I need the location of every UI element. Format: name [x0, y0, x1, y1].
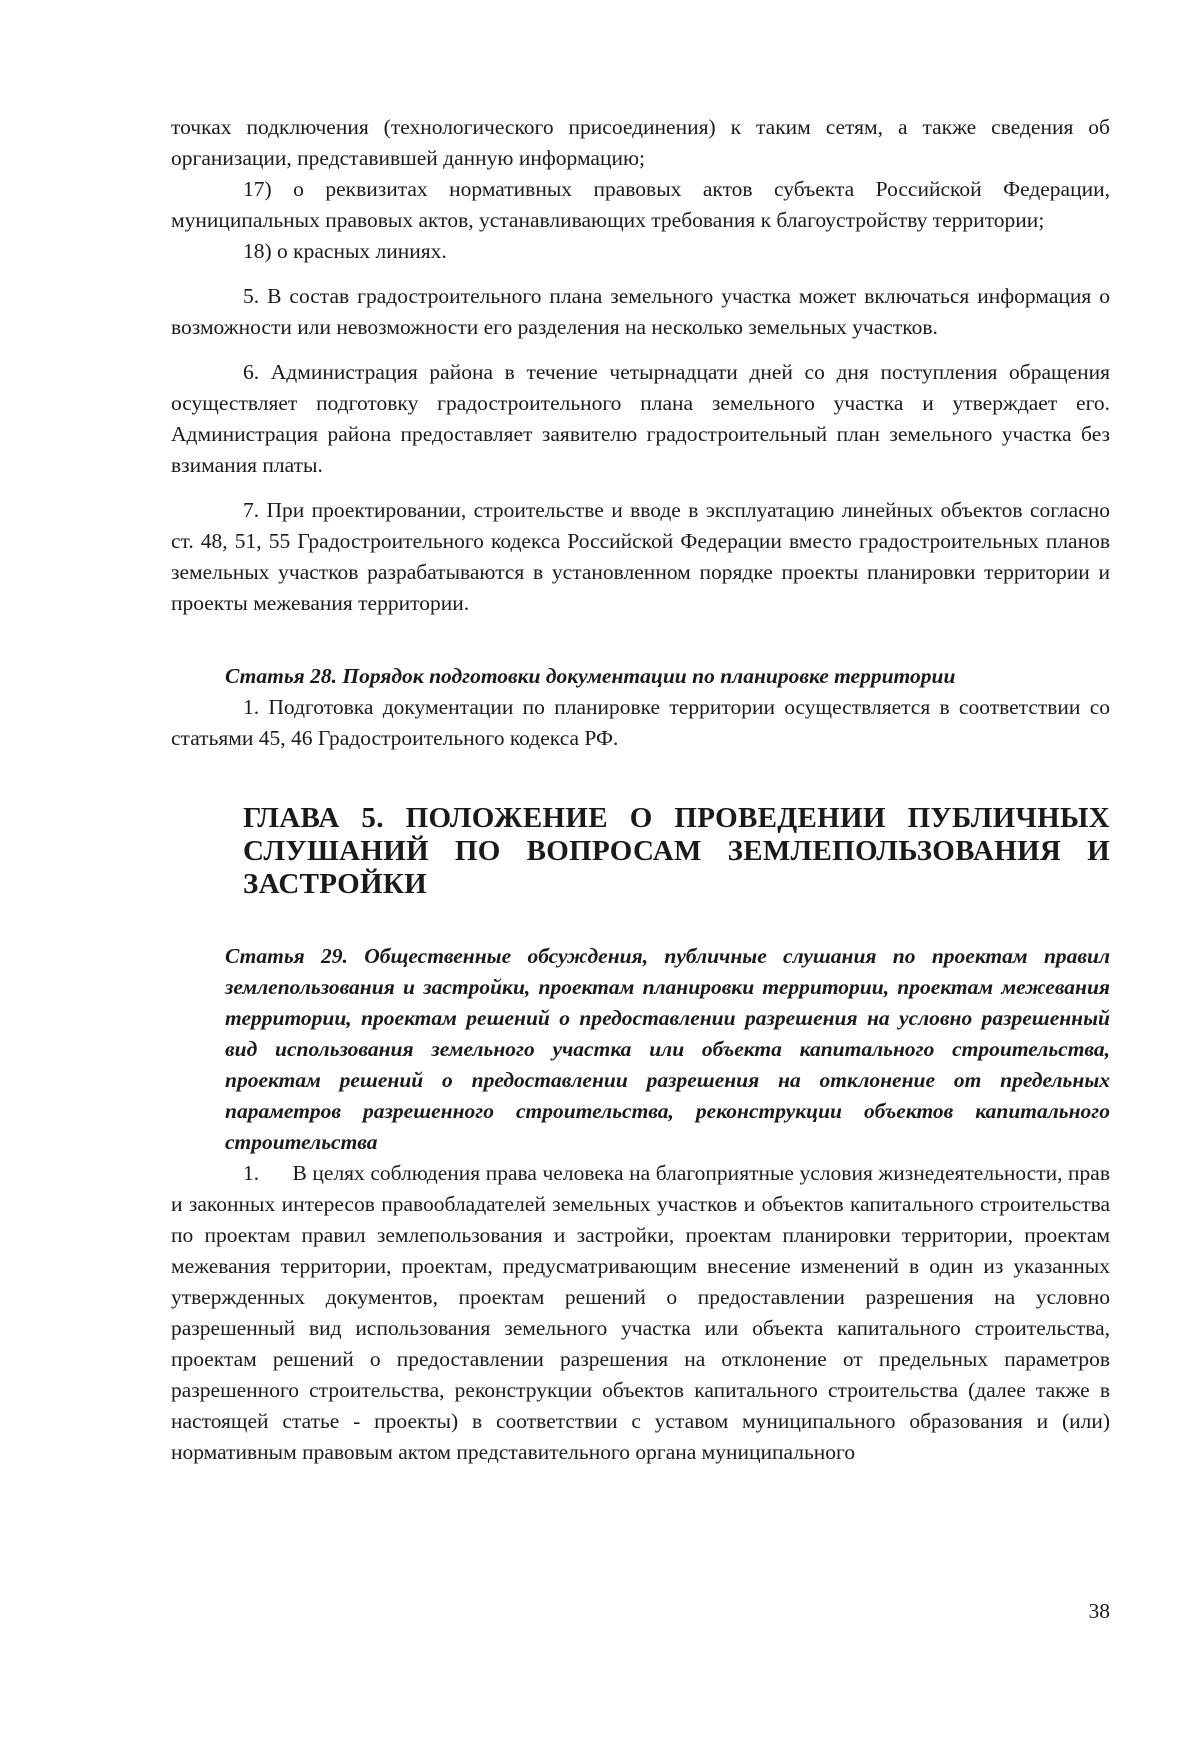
article-29-title: Статья 29. Общественные обсуждения, публичные слушания по проектам правил землепользования и застройки, проектам планировки территории, проектам межевания территории, проектам решений о предоставлении разрешения на условно разрешенный вид использования земельного участка или объекта капитального строительства, проектам решений о предоставлении разрешения на отклонение от предельных параметров разрешенного строительства, реконструкции объектов капитального строительства — [225, 944, 1110, 1154]
paragraph-item-17: 17) о реквизитах нормативных правовых актов субъекта Российской Федерации, муниципальных правовых актов, устанавливающих требования к благоустройству территории; — [171, 177, 1110, 232]
page-number: 38 — [1088, 1599, 1110, 1623]
article-28-paragraph-1: 1. Подготовка документации по планировке территории осуществляется в соответствии со статьями 45, 46 Градостроительного кодекса РФ. — [171, 695, 1110, 750]
paragraph-5: 5. В состав градостроительного плана земельного участка может включаться информация о возможности или невозможности его разделения на несколько земельных участков. — [171, 284, 1110, 339]
paragraph-7: 7. При проектировании, строительстве и вводе в эксплуатацию линейных объектов согласно ст. 48, 51, 55 Градостроительного кодекса Российской Федерации вместо градостроительных планов земельных участков разрабатываются в установленном порядке проекты планировки территории и проекты межевания территории. — [171, 498, 1110, 615]
chapter-5-title: ГЛАВА 5. ПОЛОЖЕНИЕ О ПРОВЕДЕНИИ ПУБЛИЧНЫХ СЛУШАНИЙ ПО ВОПРОСАМ ЗЕМЛЕПОЛЬЗОВАНИЯ И ЗАСТРОЙКИ — [243, 802, 1110, 900]
article-28-title: Статья 28. Порядок подготовки документации по планировке территории — [225, 664, 956, 688]
document-page — [171, 112, 1116, 1468]
paragraph-6: 6. Администрация района в течение четырнадцати дней со дня поступления обращения осуществляет подготовку градостроительного плана земельного участка и утверждает его. Администрация района предоставляет заявителю градостроительный план земельного участка без взимания платы. — [171, 360, 1110, 477]
paragraph-continuation: точках подключения (технологического присоединения) к таким сетям, а также сведения об организации, представившей данную информацию; — [171, 115, 1110, 170]
article-29-paragraph-1: 1. В целях соблюдения права человека на благоприятные условия жизнедеятельности, прав и законных интересов правообладателей земельных участков и объектов капитального строительства по проектам правил землепользования и застройки, проектам планировки территории, проектам межевания территории, проектам, предусматривающим внесение изменений в один из указанных утвержденных документов, проектам решений о предоставлении разрешения на условно разрешенный вид использования земельного участка или объекта капитального строительства, проектам решений о предоставлении разрешения на отклонение от предельных параметров разрешенного строительства, реконструкции объектов капитального строительства (далее также в настоящей статье - проекты) в соответствии с уставом муниципального образования и (или) нормативным правовым актом представительного органа муниципального — [171, 1161, 1116, 1464]
paragraph-item-18: 18) о красных линиях. — [243, 239, 447, 263]
